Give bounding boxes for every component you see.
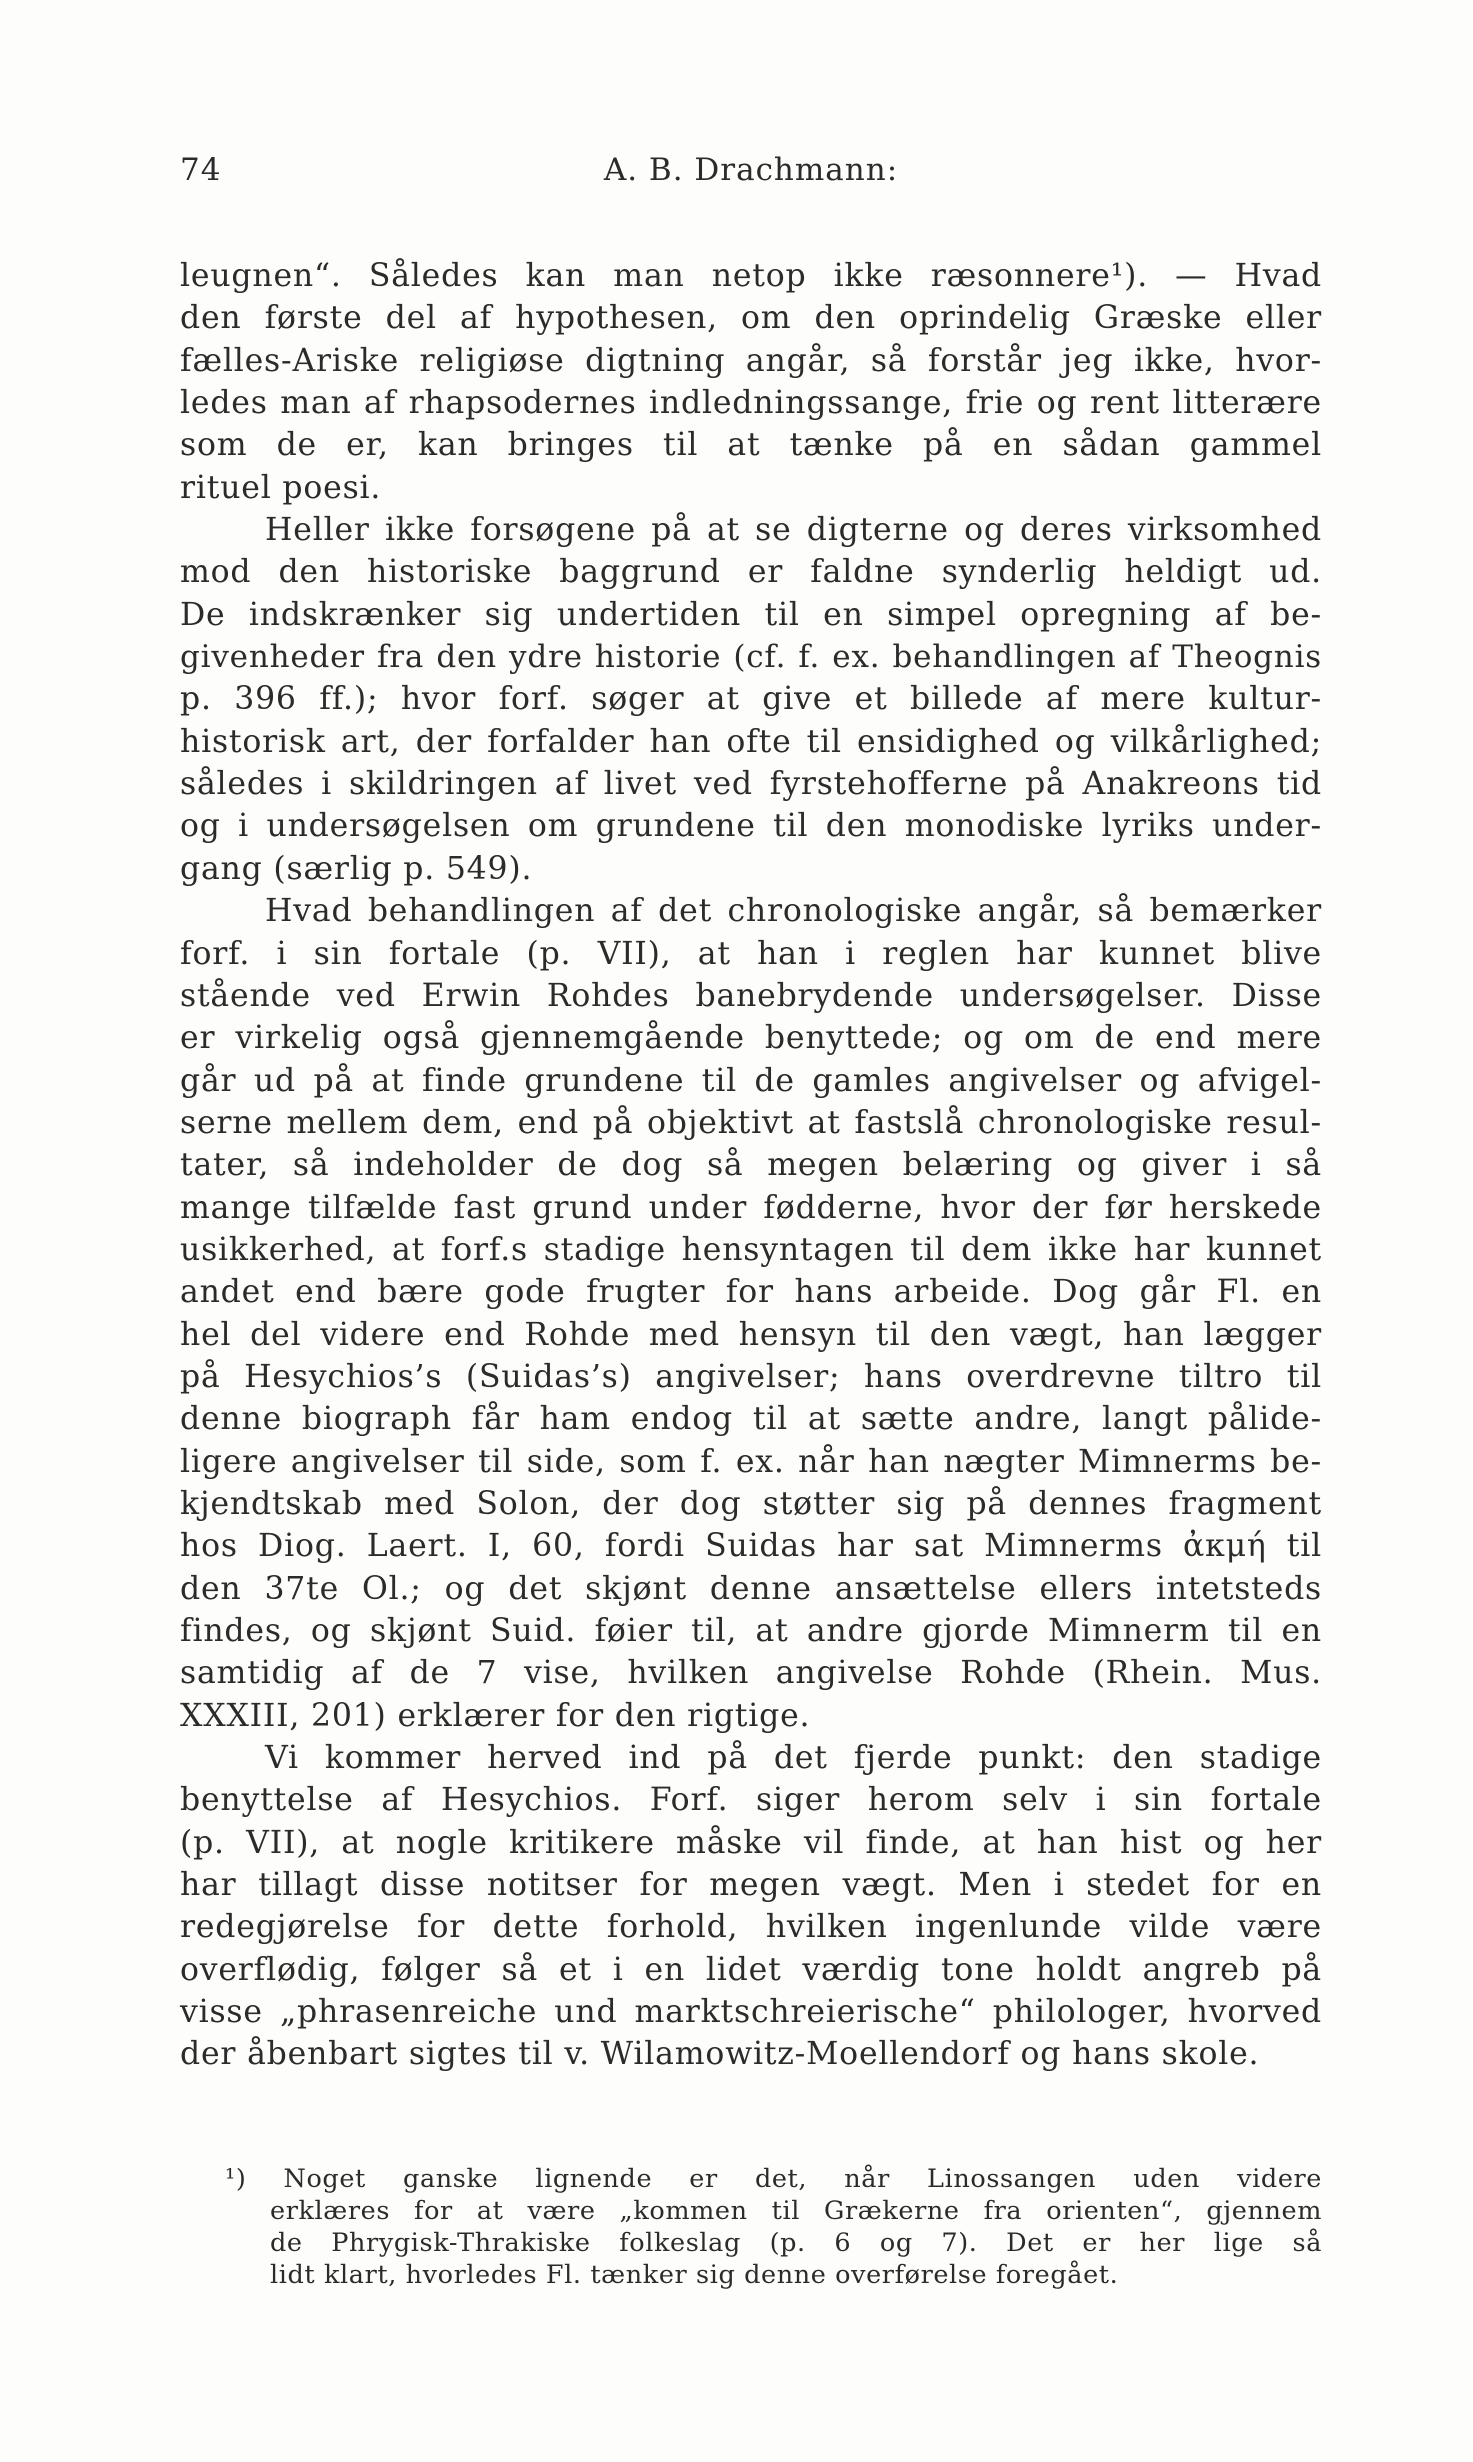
text-line: er virkelig også gjennemgående benyttede; og om de end mere [180,1020,1322,1057]
text-line: Hvad behandlingen af det chronologiske angår, så bemærker [265,893,1322,930]
text-line: på Hesychios’s (Suidas’s) angivelser; hans overdrevne tiltro til [180,1358,1322,1395]
text-line: mange tilfælde fast grund under fødderne, hvor der før herskede [180,1189,1322,1226]
footnote-line: lidt klart, hvorledes Fl. tænker sig denne overførelse foregået. [270,2260,1119,2290]
text-line: leugnen“. Således kan man netop ikke ræsonnere¹). — Hvad [180,258,1322,294]
text-line: gang (særlig p. 549). [180,850,533,887]
text-line: og i undersøgelsen om grundene til den monodiske lyriks under- [180,808,1322,845]
text-line: usikkerhed, at forf.s stadige hensyntagen til dem ikke har kunnet [180,1231,1322,1268]
text-line: således i skildringen af livet ved fyrstehofferne på Anakreons tid [180,766,1322,803]
text-line: Vi kommer herved ind på det fjerde punkt: den stadige [265,1740,1322,1777]
text-line: andet end bære gode frugter for hans arbeide. Dog går Fl. en [180,1274,1322,1311]
text-line: De indskrænker sig undertiden til en simpel opregning af be- [180,596,1322,633]
text-line: redegjørelse for dette forhold, hvilken ingenlunde vilde være [180,1909,1322,1946]
text-line: p. 396 ff.); hvor forf. søger at give et billede af mere kultur- [180,681,1322,718]
footnote-line: de Phrygisk-Thrakiske folkeslag (p. 6 og 7). Det er her lige så [270,2228,1322,2258]
footnote-line: ¹) Noget ganske lignende er det, når Linossangen uden videre [225,2164,1322,2194]
text-line: Heller ikke forsøgene på at se digterne og deres virksomhed [265,512,1322,549]
text-line: ligere angivelser til side, som f. ex. når han nægter Mimnerms be- [180,1443,1322,1480]
text-line: tater, så indeholder de dog så megen belæring og giver i så [180,1147,1322,1184]
text-line: benyttelse af Hesychios. Forf. siger herom selv i sin fortale [180,1782,1322,1819]
text-line: den 37te Ol.; og det skjønt denne ansættelse ellers intetsteds [180,1570,1322,1607]
text-line: hos Diog. Laert. I, 60, fordi Suidas har sat Mimnerms ἀκμή til [180,1528,1322,1565]
page-header [180,152,1322,202]
text-line: ledes man af rhapsodernes indledningssange, frie og rent litterære [180,385,1322,422]
text-line: der åbenbart sigtes til v. Wilamowitz-Moellendorf og hans skole. [180,2036,1260,2073]
text-line: serne mellem dem, end på objektivt at fastslå chronologiske resul- [180,1104,1322,1141]
text-line: historisk art, der forfalder han ofte til ensidighed og vilkårlighed; [180,723,1322,760]
text-line: visse „phrasenreiche und marktschreierische“ philologer, hvorved [180,1994,1322,2031]
text-line: XXXIII, 201) erklærer for den rigtige. [180,1697,811,1734]
text-line: (p. VII), at nogle kritikere måske vil finde, at han hist og her [180,1824,1322,1861]
text-line: fælles-Ariske religiøse digtning angår, så forstår jeg ikke, hvor- [180,342,1322,379]
text-line: denne biograph får ham endog til at sætte andre, langt pålide- [180,1401,1322,1438]
body-text [180,255,1322,2076]
text-line: forf. i sin fortale (p. VII), at han i reglen har kunnet blive [180,935,1322,972]
text-line: kjendtskab med Solon, der dog støtter sig på dennes fragment [180,1485,1322,1522]
text-line: findes, og skjønt Suid. føier til, at andre gjorde Mimnerm til en [180,1613,1322,1649]
text-line: hel del videre end Rohde med hensyn til den vægt, han lægger [180,1316,1322,1353]
text-line: stående ved Erwin Rohdes banebrydende undersøgelser. Disse [180,977,1322,1014]
text-line: samtidig af de 7 vise, hvilken angivelse Rohde (Rhein. Mus. [180,1655,1322,1692]
footnote-line: erklæres for at være „kommen til Grækerne fra orienten“, gjennem [270,2196,1322,2226]
text-line: som de er, kan bringes til at tænke på en sådan gammel [180,427,1322,464]
text-line: har tillagt disse notitser for megen vægt. Men i stedet for en [180,1867,1322,1904]
text-line: den første del af hypothesen, om den oprindelig Græske eller [180,300,1322,337]
text-line: overflødig, følger så et i en lidet værdig tone holdt angreb på [180,1951,1322,1988]
running-head: A. B. Drachmann: [603,152,899,188]
text-line: mod den historiske baggrund er faldne synderlig heldigt ud. [180,554,1322,591]
text-line: givenheder fra den ydre historie (cf. f. ex. behandlingen af Theognis [180,639,1322,676]
footnote [225,2163,1322,2291]
text-line: går ud på at finde grundene til de gamles angivelser og afvigel- [180,1062,1322,1099]
page-number: 74 [180,152,222,188]
text-line: rituel poesi. [180,469,382,506]
